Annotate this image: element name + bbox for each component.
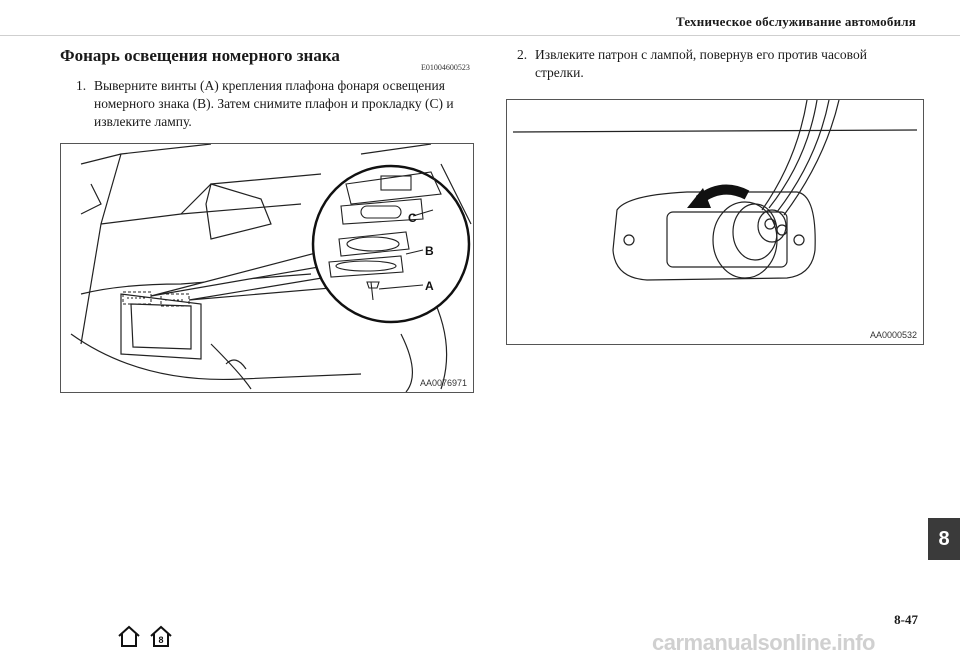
header-divider (0, 35, 960, 36)
callout-c: C (408, 211, 417, 225)
home-icon[interactable] (116, 624, 142, 648)
section-code: E01004600523 (421, 63, 470, 72)
callout-b: B (425, 244, 434, 258)
step-2 (517, 46, 917, 82)
chapter-home-icon-label: 8 (158, 635, 164, 645)
section-title: Фонарь освещения номерного знака (60, 46, 340, 65)
socket-removal-illustration (507, 100, 923, 344)
step-1-number: 1. (76, 78, 87, 93)
navigation-icons (116, 624, 174, 648)
step-1 (76, 77, 476, 131)
page-number: 8-47 (894, 612, 918, 627)
chapter-home-icon[interactable] (148, 624, 174, 648)
figure-license-lamp-location (60, 143, 474, 393)
callout-a: A (425, 279, 434, 293)
running-header: Техническое обслуживание автомобиля (675, 14, 916, 29)
chapter-tab[interactable]: 8 (928, 518, 960, 560)
step-2-text: Извлеките патрон с лампой, повернув его против часовой стрелки. (535, 47, 867, 80)
step-2-number: 2. (517, 47, 528, 62)
rear-bumper-illustration (61, 144, 473, 392)
step-1-text: Выверните винты (A) крепления плафона фонаря освещения номерного знака (B). Затем снимите плафон и прокладку (C) и извлеките лампу. (94, 78, 454, 129)
figure-2-code: AA0000532 (869, 330, 917, 340)
watermark: carmanualsonline.info (652, 630, 875, 655)
figure-socket-removal (506, 99, 924, 345)
figure-1-code: AA0076971 (419, 378, 467, 388)
